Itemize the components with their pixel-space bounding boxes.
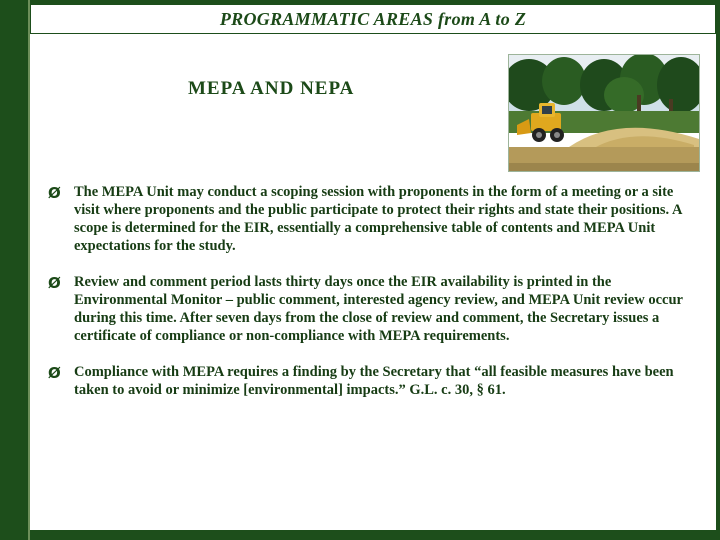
bullet-marker-icon: Ø — [48, 273, 61, 292]
photo-illustration — [509, 55, 699, 171]
slide-heading: MEPA AND NEPA — [188, 78, 355, 99]
frame-bottom-border — [0, 530, 720, 540]
bullet-marker-icon: Ø — [48, 363, 61, 382]
slide-title: PROGRAMMATIC AREAS from A to Z — [219, 8, 527, 29]
slide-title-bar — [30, 4, 716, 34]
bullet-list — [48, 184, 702, 418]
bullet-item — [48, 364, 702, 400]
bullet-text: Compliance with MEPA requires a finding by the Secretary that “all feasible measures have been taken to avoid or minimize [environmental] impacts.” G.L. c. 30, § 61. — [74, 363, 674, 398]
bullet-marker-icon: Ø — [48, 184, 61, 202]
slide-content — [30, 32, 716, 530]
frame-right-border — [716, 0, 720, 540]
bullet-item — [48, 184, 702, 256]
frame-left-border — [0, 0, 30, 540]
construction-site-photo — [508, 54, 700, 172]
bullet-text: The MEPA Unit may conduct a scoping session with proponents in the form of a meeting or a site visit where proponents and the public participate to protect their rights and state their positions. A scope is determined for the EIR, essentially a comprehensive table of contents and MEPA Unit expectations for the study. — [74, 184, 682, 254]
bullet-item — [48, 274, 702, 346]
bullet-text: Review and comment period lasts thirty days once the EIR availability is printed in the Environmental Monitor – public comment, interested agency review, and MEPA Unit review occur during this time. After seven days from the close of review and comment, the Secretary issues a certificate of compliance or non-compliance with MEPA requirements. — [74, 273, 683, 344]
